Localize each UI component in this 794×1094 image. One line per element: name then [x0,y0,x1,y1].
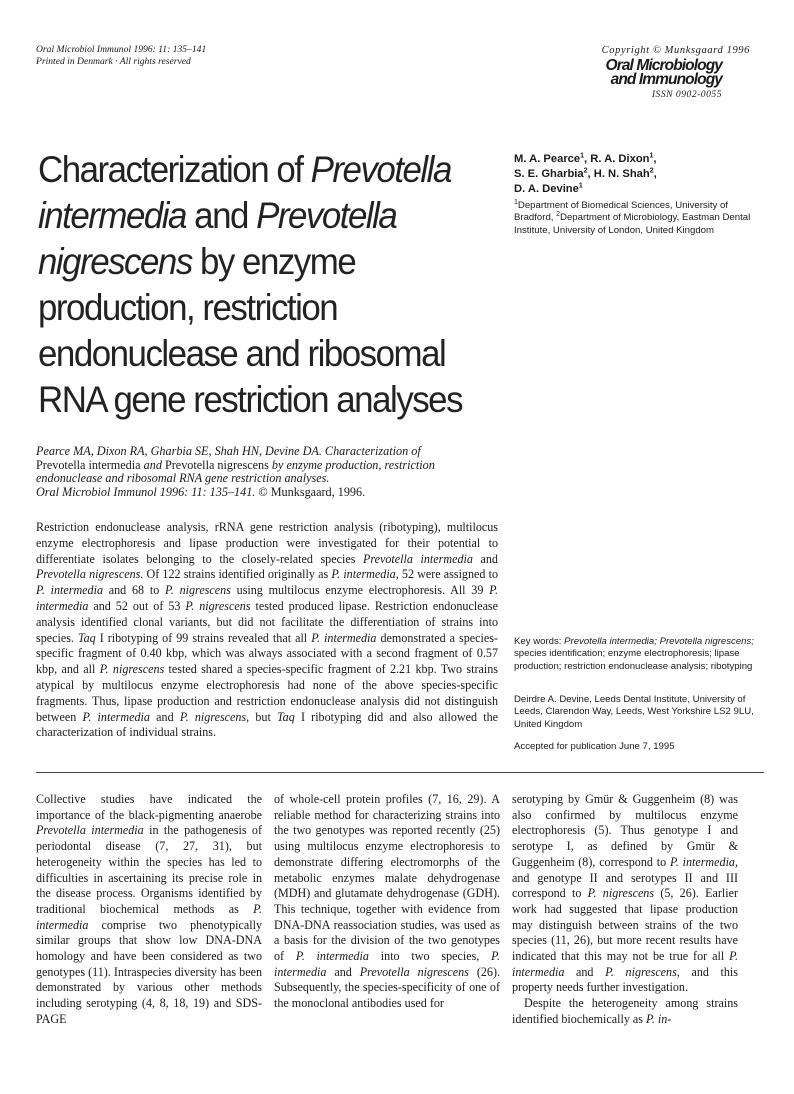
abstract-species: Prevotella nigrescens. [36,567,144,582]
abstract-species: P. intermedia [82,709,150,724]
author-line [514,167,764,182]
abstract-text: Restriction endonuclease analysis, rRNA gene restriction analysis (ribotyping), multilocus enzyme electrophoresis and lipase production were investigated for their potential to differentiate isolates belonging to the closely-related species [36,520,498,566]
body-text: in the pathogenesis of periodontal disease (7, 27, 31), but heterogeneity within the species has led to difficulties in ascertaining its precise role in the disease process. Organisms identified by traditional biochemical methods as [36,823,263,916]
affiliation-marker: 2 [649,167,654,175]
affiliation-marker: 1 [580,152,585,160]
title-text: by enzyme production, restriction endonuclease and ribosomal RNA gene restriction analyses [38,240,463,420]
abstract-text: 52 were assigned to [398,567,498,582]
title-text: Characterization of [38,148,311,190]
affiliation-text: Department of Biomedical Sciences, University of Bradford, [514,200,728,224]
author-name: , H. N. Shah [587,168,650,180]
abstract-text: and 68 to [103,583,165,598]
title-species-1: Prevotella intermedia [38,148,451,236]
abstract-species: Taq [277,709,295,724]
citation-species: Prevotella nigrescens [164,457,269,472]
abstract-species: P. nigrescens [185,598,251,613]
article-title [38,146,475,422]
citation-authors: Pearce MA, Dixon RA, Gharbia SE, Shah HN, Devine DA. Characterization of [36,444,421,458]
abstract-species: P. nigrescens [99,662,165,677]
body-column-3 [512,792,738,1028]
body-text: Collective studies have indicated the importance of the black-pigmenting anaerobe [36,792,262,822]
body-text: Despite the heterogeneity among strains identified biochemically as [512,996,738,1026]
issn-line: ISSN 0902-0055 [651,89,722,100]
abstract-text: and 52 out of 53 [88,598,186,613]
body-text: into two species, [368,949,492,964]
printed-in-line: Printed in Denmark · All rights reserved [36,56,191,67]
author-name: S. E. Gharbia [514,168,584,180]
journal-logo-line1: Oral Microbiology [605,57,722,74]
abstract-species: Taq [77,630,96,645]
author-line [514,182,764,197]
keywords-label: Key words: [514,636,565,647]
body-species: P. intermedia [274,949,500,979]
citation-text: and [140,457,165,472]
abstract-species: Prevotella intermedia [363,551,473,566]
abstract-species: P. intermedia [36,583,499,613]
keywords-text: species identification; enzyme electrophoresis; lipase production; restriction endonuclease analysis; ribotyping [514,648,753,672]
body-text: (5, 26). Earlier work had suggested that lipase production may distinguish between strains of the two species (11, 26), but more recent results have indicated that this may not be true for all [512,886,738,964]
keywords [514,636,764,673]
abstract-text: tested shared a species-specific fragment of 2.21 kbp. Two strains atypical by multilocus enzyme electrophoresis had none of the above species-specific fragments. Thus, lipase production and restriction endonuclease analysis did not distinguish between [36,662,498,724]
abstract [36,520,498,741]
citation-publisher: © Munksgaard, 1996. [255,484,366,499]
running-header-right [500,44,750,101]
accepted-date: Accepted for publication June 7, 1995 [514,741,675,752]
abstract-text: I ribotyping did and also allowed the characterization of individual strains. [36,709,498,740]
separator: , [653,153,657,165]
body-text: and [326,964,360,979]
body-species: P. intermedia, [669,854,739,869]
body-species: Prevotella nigrescens [359,964,469,979]
abstract-text: Of 122 strains identified originally as [143,567,332,582]
abstract-species: P. nigrescens [165,583,231,598]
citation-journal: Oral Microbiol Immunol 1996: 11: 135–141. [36,484,256,499]
body-text: and genotype II and serotypes II and III correspond to [512,870,738,901]
keywords-species: Prevotella intermedia; Prevotella nigrescens; [564,636,754,647]
body-text: and this property needs further investigation. [512,964,738,995]
separator: , [653,168,657,180]
abstract-species: P. intermedia, [331,567,399,582]
author-list [514,152,764,197]
journal-logo [500,59,722,87]
abstract-species: P. nigrescens, [179,709,250,724]
article-citation [36,445,496,499]
affiliation-marker: 2 [583,167,588,175]
abstract-species: P. intermedia [311,630,377,645]
author-name: M. A. Pearce [514,153,581,165]
body-species: P. intermedia [36,901,262,932]
correspondence-address: Deirdre A. Devine, Leeds Dental Institute, University of Leeds, Clarendon Way, Leeds, West Yorkshire LS2 9LU, United Kingdom [514,694,754,730]
author-line [514,152,764,167]
abstract-text: I ribotyping of 99 strains revealed that all [95,630,312,645]
body-column-1 [36,792,262,1028]
affiliation-marker: 1 [514,198,518,206]
citation-species: Prevotella intermedia [36,457,141,472]
abstract-text: using multilocus enzyme electrophoresis. All 39 [230,583,490,598]
body-species: P. nigrescens [587,886,655,901]
body-column-2 [274,792,500,1012]
abstract-text: demonstrated a species-specific fragment of 0.40 kbp, which was always associated with a second fragment of 0.57 kbp, and all [36,630,498,677]
body-text: and [564,964,606,979]
body-text: comprise two phenotypically similar groups that show low DNA-DNA homology and have been considered as two genotypes (11). Intraspecies diversity has been demonstrated by various other methods including serotyping (4, 8, 18, 19) and SDS-PAGE [36,917,262,1026]
body-species: P. nigrescens, [605,964,680,979]
title-species-2: Prevotella nigrescens [38,194,397,282]
abstract-text: tested produced lipase. Restriction endonuclease analysis identified clonal variants, but did not facilitate the differentiation of strains into species. [36,598,499,645]
abstract-text: and [149,709,180,724]
body-text: serotyping by Gmür & Guggenheim (8) was also confirmed by multilocus enzyme electrophoresis (5). Thus genotype I and serotype I, as defined by Gmür & Guggenheim (8), correspond to [512,792,738,869]
journal-logo-line2: and Immunology [610,71,722,88]
running-header-left [36,44,206,68]
affiliation-marker: 1 [578,182,583,190]
abstract-species: P. intermedia [36,583,104,598]
body-species: Prevotella intermedia [36,823,144,838]
title-text: and [185,194,257,236]
body-species: P. intermedia [512,949,738,979]
abstract-text: but [249,709,278,724]
body-species: P. intermedia [295,949,369,964]
affiliation-marker: 1 [649,152,654,160]
affiliation-marker: 2 [556,211,561,219]
body-species: P. in- [646,1011,672,1026]
author-name: , R. A. Dixon [584,153,650,165]
citation-text: by enzyme production, restriction endonuclease and ribosomal RNA gene restriction analyses. [36,457,435,485]
author-name: D. A. Devine [514,183,579,195]
body-text: of whole-cell protein profiles (7, 16, 29). A reliable method for characterizing strains into the two genotypes was reported recently (25) using multilocus enzyme electrophoresis to demonstrate differing electromorphs of the metabolic enzymes malate dehydrogenase (MDH) and glutamate dehydrogenase (GDH). This technique, together with evidence from DNA-DNA reassociation studies, was used as a basis for the division of the two genotypes of [274,792,500,964]
affiliation-text: Department of Microbiology, Eastman Dental Institute, University of London, United Kingdom [514,212,751,236]
section-divider [36,772,764,773]
affiliations [514,200,764,237]
copyright-line: Copyright © Munksgaard 1996 [601,45,750,56]
abstract-text: and [472,551,498,566]
body-text: (26). Subsequently, the species-specificity of one of the monoclonal antibodies used for [274,964,500,1011]
journal-citation-line: Oral Microbiol Immunol 1996: 11: 135–141 [36,44,207,55]
